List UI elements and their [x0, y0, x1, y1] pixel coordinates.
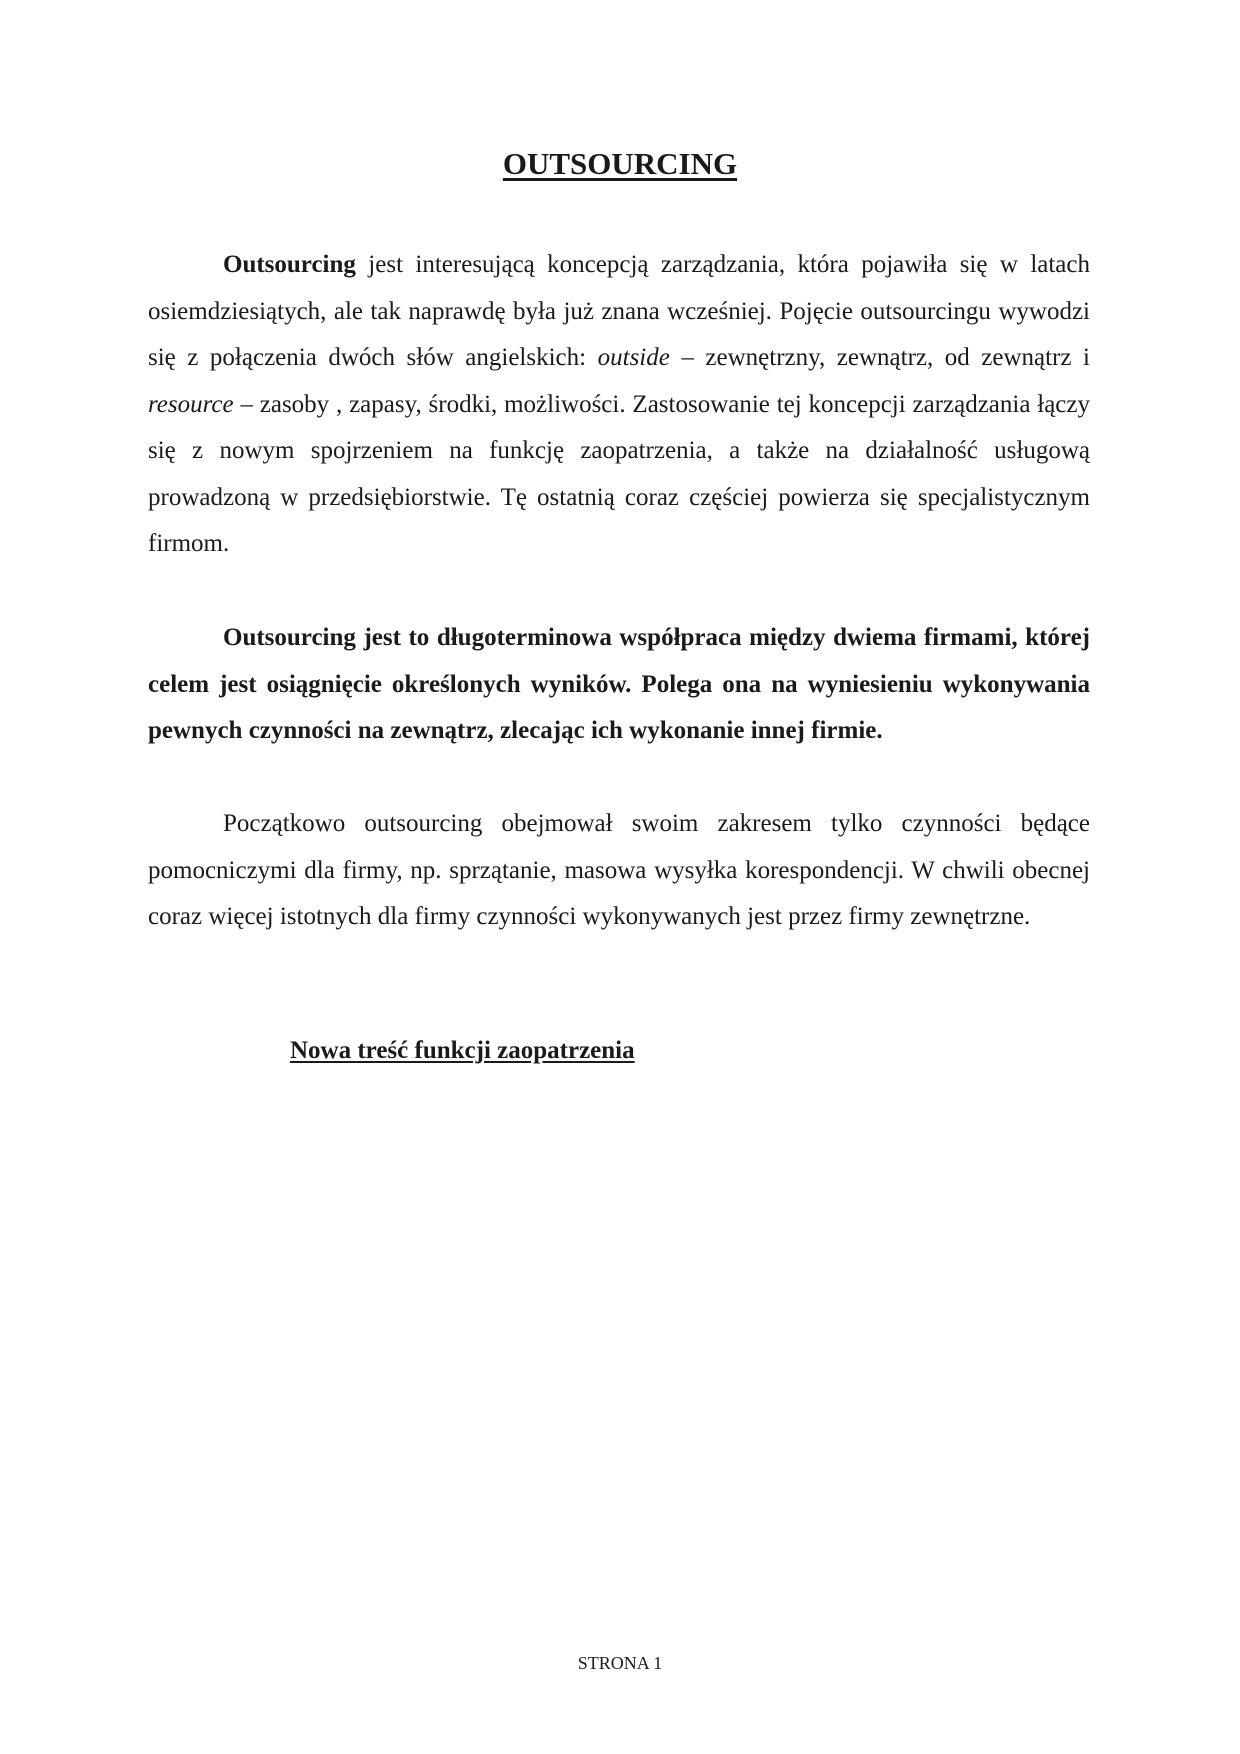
- paragraph-intro-lead: Outsourcing: [223, 251, 356, 278]
- section-heading: Nowa treść funkcji zaopatrzenia: [290, 1037, 635, 1064]
- page-title: OUTSOURCING: [502, 146, 738, 181]
- paragraph-history: Początkowo outsourcing obejmował swoim zakresem tylko czynności będące pomocniczymi dla firmy, np. sprzątanie, masowa wysyłka korespondencji. W chwili obecnej coraz więcej istotnych dla firmy czynności wykonywanych jest przez firmy zewnętrzne.: [148, 810, 1090, 930]
- page-number-footer: STRONA 1: [577, 1653, 663, 1673]
- paragraph-intro-text-a: jest interesującą koncepcją zarządzania, która pojawiła się w latach osiemdziesiątych, ale tak naprawdę była już znana wcześniej. Pojęcie outsourcingu wywodzi się z połączenia dwóch słów angielskich:: [148, 251, 1090, 371]
- term-outside: outside: [597, 344, 670, 371]
- paragraph-intro: [148, 242, 1090, 568]
- term-resource: resource: [148, 390, 234, 418]
- paragraph-intro-text-b: – zewnętrzny, zewnątrz, od zewnątrz i: [669, 344, 1090, 371]
- paragraph-intro-text-c: – zasoby , zapasy, środki, możliwości. Zastosowanie tej koncepcji zarządzania łączy się z nowym spojrzeniem na funkcję zaopatrzenia, a także na działalność usługową prowadzoną w przedsiębiorstwie. Tę ostatnią coraz częściej powierza się specjalistycznym firmom.: [148, 390, 1090, 557]
- paragraph-definition: Outsourcing jest to długoterminowa współpraca między dwiema firmami, której celem jest osiągnięcie określonych wyników. Polega ona na wyniesieniu wykonywania pewnych czynności na zewnątrz, zlecając ich wykonanie innej firmie.: [148, 624, 1090, 744]
